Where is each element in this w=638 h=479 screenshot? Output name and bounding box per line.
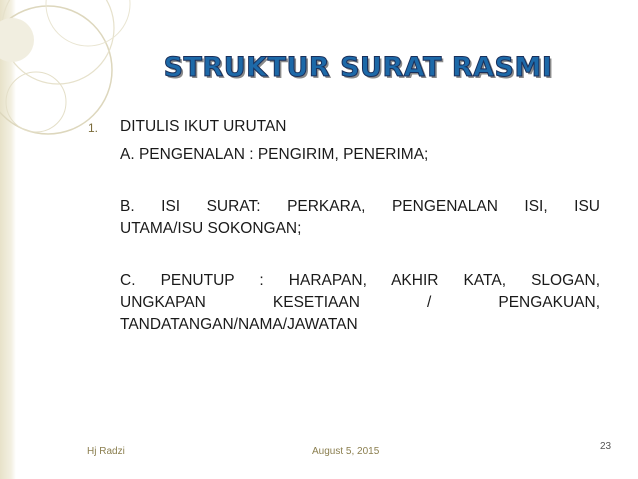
sub-item-b-line2: UTAMA/ISU SOKONGAN; [120, 220, 302, 237]
sub-item-c-line1: C. PENUTUP : HARAPAN, AKHIR KATA, SLOGAN, [120, 272, 600, 289]
sub-item-a-text: A. PENGENALAN : PENGIRIM, PENERIMA; [120, 146, 429, 163]
footer-date: August 5, 2015 [312, 446, 380, 457]
slide-title: STRUKTUR SURAT RASMI [163, 52, 553, 83]
sub-item-a [80, 144, 600, 166]
sub-item-b-line1: B. ISI SURAT: PERKARA, PENGENALAN ISI, ISU [120, 198, 600, 215]
sub-item-c [80, 270, 600, 336]
sub-item-c-line3: TANDATANGAN/NAMA/JAWATAN [120, 316, 358, 333]
list-heading: DITULIS IKUT URUTAN [120, 118, 287, 135]
list-item [80, 116, 600, 138]
slide-content [80, 116, 600, 336]
sub-item-c-line2: UNGKAPAN KESETIAAN / PENGAKUAN, [120, 294, 600, 311]
list-number: 1. [88, 121, 99, 135]
page-number: 23 [600, 441, 612, 452]
footer-author: Hj Radzi [87, 446, 125, 457]
sub-item-b [80, 196, 600, 240]
